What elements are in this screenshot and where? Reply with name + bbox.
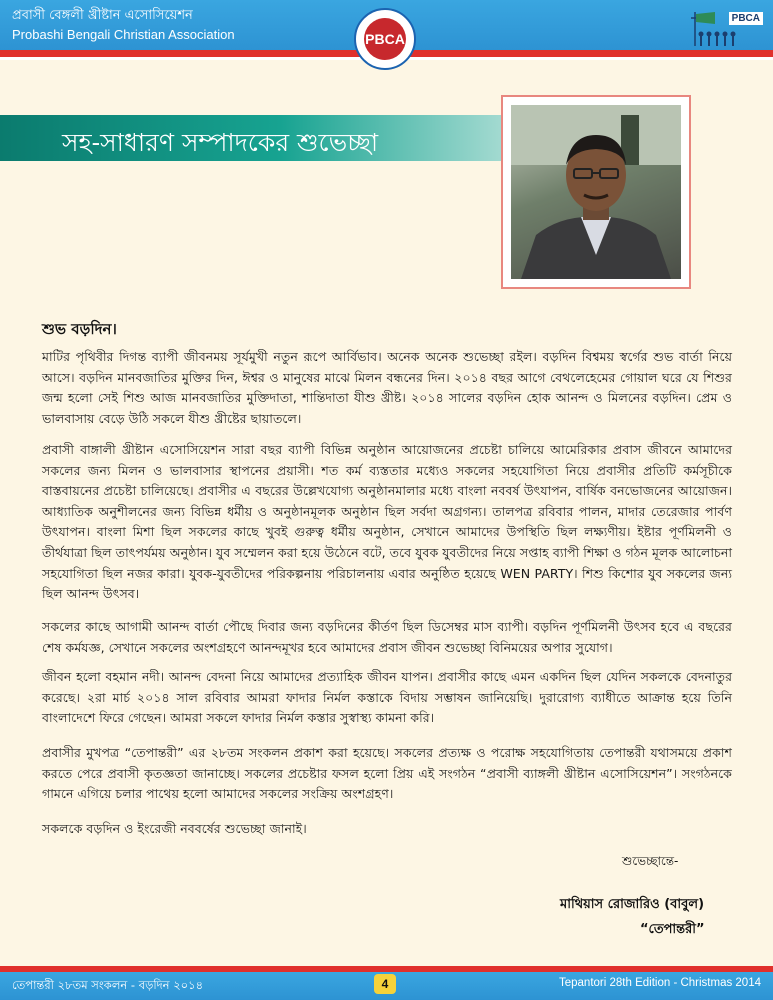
page-number: 4 xyxy=(374,974,396,994)
paragraph-4: জীবন হলো বহমান নদী। আনন্দ বেদনা নিয়ে আমাদের প্রত্যাহিক জীবন যাপন। প্রবাসীর কাছে এমন একদিন ছিল যেদিন সকলকে বেদনাতুর করেছে। ২রা মার্চ ২০১৪ সাল রবিবার আমরা ফাদার নির্মল কস্তাকে বিদায় সম্ভাষন জানিয়েছি। দুরারোগ্য ব্যাধীতে আক্রান্ত হয়ে তিনি বাংলাদেশে ফিরে গেছেন। আমরা সকলে ফাদার নির্মল কস্তার সুস্বাস্থ্য কামনা করি। xyxy=(42,669,732,726)
footer-left-text: তেপান্তরী ২৮তম সংকলন - বড়দিন ২০১৪ xyxy=(12,978,204,992)
signature-name: মাথিয়াস রোজারিও (বাবুল) xyxy=(560,897,705,912)
signature-publication: “তেপান্তরী” xyxy=(640,922,705,937)
org-name-bengali: প্রবাসী বেঙ্গলী খ্রীষ্টান এসোসিয়েশন xyxy=(12,8,193,23)
portrait-frame xyxy=(501,95,691,289)
logo-text: PBCA xyxy=(364,18,406,60)
paragraph-3: সকলের কাছে আগামী আনন্দ বার্তা পৌছে দিবার জন্য বড়দিনের কীর্তণ ছিল ডিসেম্বর মাস ব্যাপী। বড়দিন পূর্ণমিলনী উৎসব হবে এ বছরের শেষ কর্মযজ্ঞ, সেখানে সকলের অংশগ্রহণে আনন্দমূখর হবে আমাদের প্রবাস জীবন শুভেচ্ছা বিনিময়ের অপার সুযোগ। xyxy=(42,619,732,655)
person-silhouette xyxy=(511,105,681,279)
org-name-english: Probashi Bengali Christian Association xyxy=(12,27,235,42)
title-banner xyxy=(0,115,510,161)
page-title: সহ-সাধারণ সম্পাদকের শুভেচ্ছা xyxy=(62,128,379,157)
greeting: শুভ বড়দিন। xyxy=(42,320,117,338)
corner-label: PBCA xyxy=(729,12,763,25)
pbca-logo xyxy=(354,8,416,70)
paragraph-5: প্রবাসীর মুখপত্র “তেপান্তরী” এর ২৮তম সংকলন প্রকাশ করা হয়েছে। সকলের প্রত্যক্ষ ও পরোক্ষ সহযোগিতায় তেপান্তরী যথাসময়ে প্রকাশ করতে পেরে প্রবাসী কৃতজ্ঞতা জানাচ্ছে। সকলের প্রচেষ্টার ফসল হলো প্রিয় এই সংগঠন “প্রবাসী ব্যাঙ্গলী খ্রীষ্টান এসোসিয়েশন”। সংগঠনকে গামনে এগিয়ে চলার পাথেয় হলো আমাদের সকলের সংক্রিয় অংশগ্রহণ। xyxy=(42,745,732,802)
signature-closing: শুভেচ্ছান্তে- xyxy=(622,854,679,868)
footer-right-text: Tepantori 28th Edition - Christmas 2014 xyxy=(559,977,761,989)
paragraph-1: মাটির পৃথিবীর দিগন্ত ব্যাপী জীবনময় সূর্যমুখী নতুন রূপে আর্বিভাব। অনেক অনেক শুভেচ্ছা রইল। বড়দিন বিশ্বময় স্বর্গের শুভ বার্তা নিয়ে আসে। বড়দিন মানবজাতির মুক্তির দিন, ঈশ্বর ও মানুষের মাঝে মিলন বন্ধনের দিন। ২০১৪ বছর আগে বেথলেহেমের গোয়াল ঘরে যে শিশুর জন্ম হলো সেই শিশু আজ মানবজাতির মুক্তিদাতা, শান্তিদাতা যীশু খ্রীষ্ট। ২০১৪ সালের বড়দিন হোক আনন্দ ও মিলনের বড়দিন। প্রেম ও ভালবাসায় বেড়ে উঠি সকলে যীশু খ্রীষ্টের ছায়াতলে। xyxy=(42,349,732,426)
paragraph-6: সকলকে বড়দিন ও ইংরেজী নববর্ষের শুভেচ্ছা জানাই। xyxy=(42,821,307,836)
portrait-photo xyxy=(511,105,681,279)
paragraph-2: প্রবাসী বাঙ্গালী খ্রীষ্টান এসোসিয়েশন সারা বছর ব্যাপী বিভিন্ন অনুষ্ঠান আয়োজনের প্রচেষ্টা চালিয়ে আমেরিকার প্রবাস জীবনে আমাদের সকলের জন্য মিলন ও ভালবাসার স্থাপনের প্রয়াসী। শত কর্ম ব্যস্ততার মধ্যেও সকলের সহযোগিতা নিয়ে প্রবাসীর প্রতিটি কর্মসূচীকে বাস্তবায়নের প্রচেষ্টা চালিয়েছে। প্রবাসীর এ বছরের উল্লেখযোগ্য অনুষ্ঠানমালার মধ্যে বাংলা নববর্ষ উৎযাপন, বার্ষিক বনভোজনের আয়োজন। আধ্যাতিক অনুশীলনের জন্য বিভিন্ন ধর্মীয় ও অনুষ্ঠানমূলক অনুষ্ঠান ছিল সর্বদা অগ্রগন্য। তালপত্র রবিবার পালন, মাদার তেরেজার পার্বণ উৎযাপন। বাংলা মিশা ছিল সকলের কাছে খুবই গুরুত্ব ধর্মীয় অনুষ্ঠান, সেখানে আমাদের উপস্থিতি ছিল লক্ষ্যণীয়। ইষ্টার পূর্ণমিলনী ও তীর্থযাত্রা ছিল তাৎপর্যময় অনুষ্ঠান। যুব সম্মেলন করা হয়ে উঠেনে বটে, তবে যুবক যুবতীদের নিয়ে সপ্তাহ ব্যাপী শিক্ষা ও গঠন মূলক আলোচনা সহযোগিতা ছিল নজর কারা। যুবক-যুবতীদের পরিকল্পনায় পরিচালনায় এবার অনুষ্ঠিত হয়েছে WEN PARTY। শিশু কিশোর যুব সকলের জন্য ছিল আনন্দ উৎসব। xyxy=(42,442,732,602)
